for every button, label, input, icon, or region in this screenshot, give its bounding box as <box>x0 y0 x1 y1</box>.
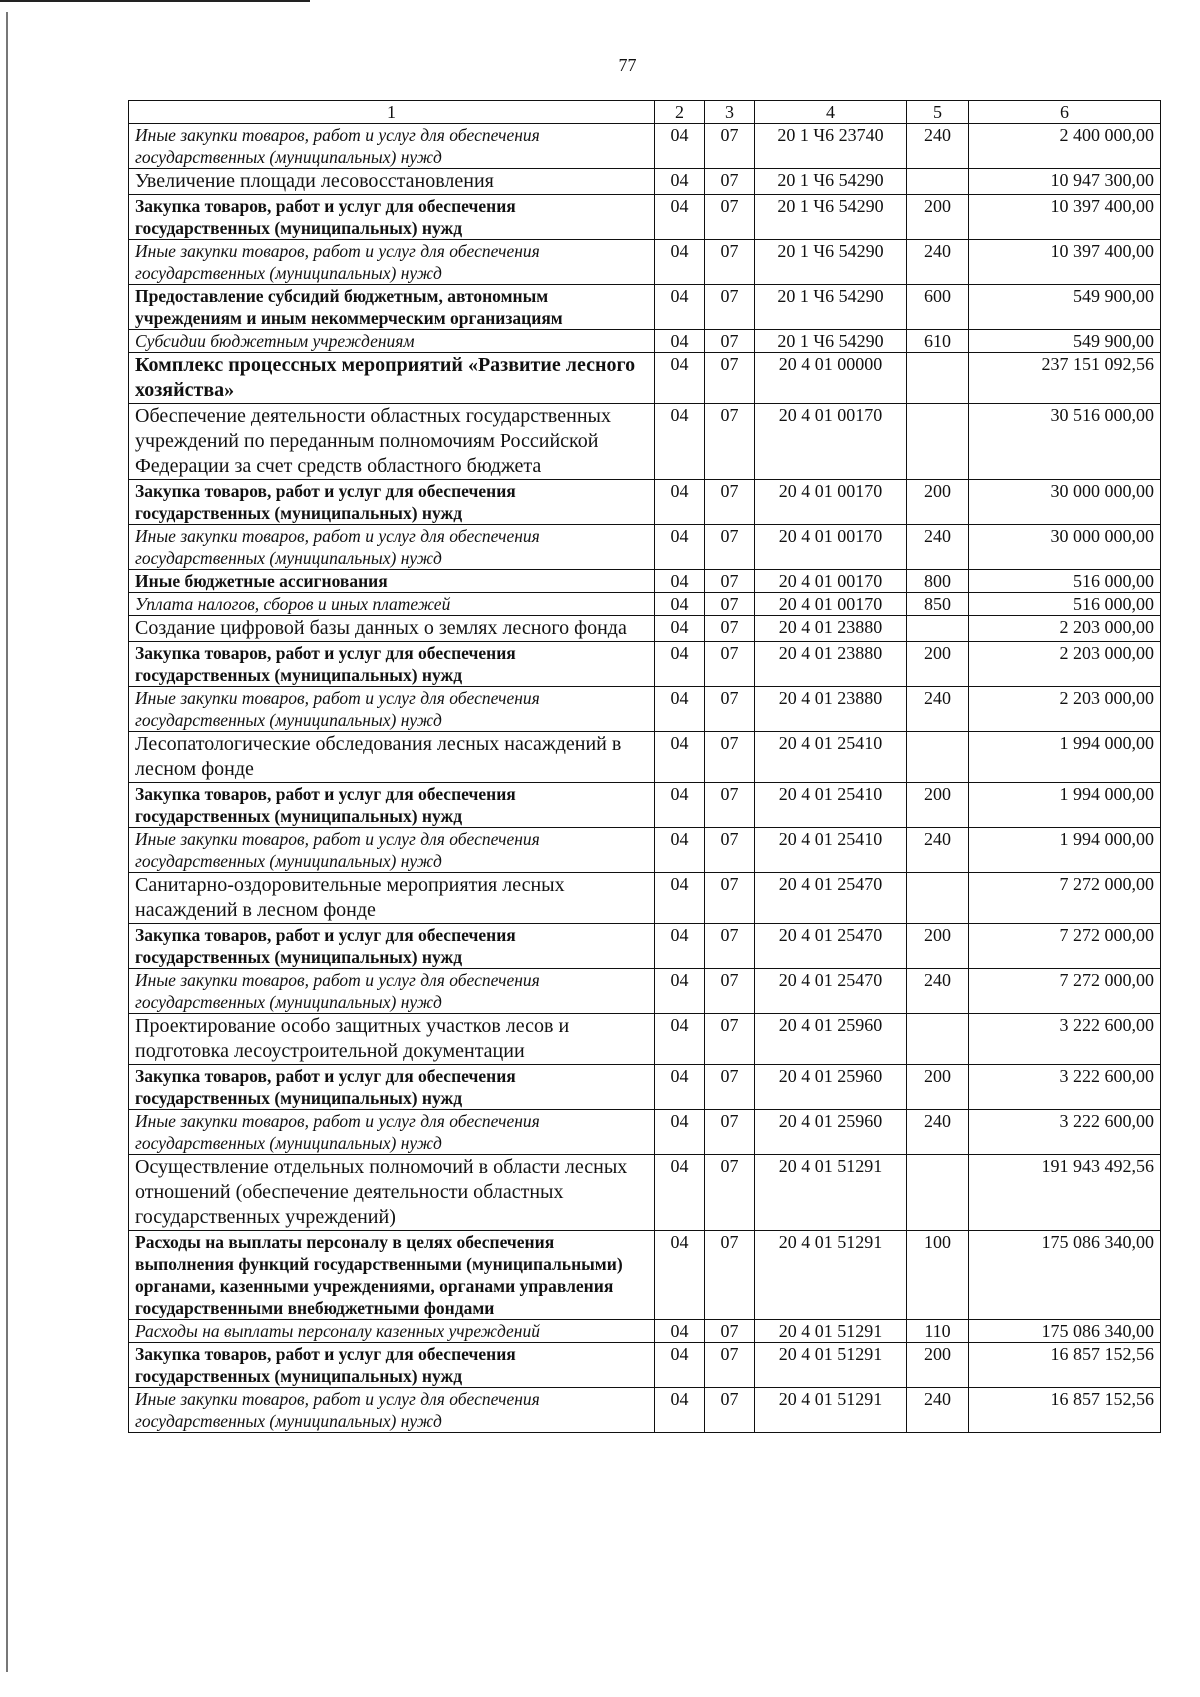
row-amount: 16 857 152,56 <box>969 1388 1161 1433</box>
row-expense-type-code <box>907 1014 969 1065</box>
row-expense-type-code <box>907 404 969 480</box>
row-name: Увеличение площади лесовосстановления <box>129 169 655 195</box>
row-expense-type-code: 200 <box>907 480 969 525</box>
row-target-article-code: 20 4 01 00170 <box>755 404 907 480</box>
row-target-article-code: 20 4 01 25470 <box>755 873 907 924</box>
row-subsection-code: 07 <box>705 240 755 285</box>
table-row <box>129 924 1161 969</box>
row-target-article-code: 20 4 01 00170 <box>755 525 907 570</box>
row-section-code: 04 <box>655 330 705 353</box>
row-name: Иные закупки товаров, работ и услуг для обеспечения государственных (муниципальных) нужд <box>129 1110 655 1155</box>
table-row <box>129 124 1161 169</box>
row-subsection-code: 07 <box>705 330 755 353</box>
page-number: 77 <box>618 55 637 75</box>
row-amount: 1 994 000,00 <box>969 828 1161 873</box>
row-name: Расходы на выплаты персоналу в целях обеспечения выполнения функций государственными (муниципальными) органами, казенными учреждениями, органами управления государственными внебюджетными фондами <box>129 1231 655 1320</box>
row-expense-type-code: 240 <box>907 1388 969 1433</box>
row-amount: 10 397 400,00 <box>969 240 1161 285</box>
row-section-code: 04 <box>655 687 705 732</box>
table-row <box>129 687 1161 732</box>
row-name: Предоставление субсидий бюджетным, автономным учреждениям и иным некоммерческим организациям <box>129 285 655 330</box>
row-target-article-code: 20 4 01 25470 <box>755 969 907 1014</box>
row-section-code: 04 <box>655 480 705 525</box>
row-section-code: 04 <box>655 1065 705 1110</box>
row-subsection-code: 07 <box>705 642 755 687</box>
row-expense-type-code: 200 <box>907 1343 969 1388</box>
row-amount: 10 397 400,00 <box>969 195 1161 240</box>
row-section-code: 04 <box>655 616 705 642</box>
header-col-2: 2 <box>655 101 705 124</box>
row-name: Субсидии бюджетным учреждениям <box>129 330 655 353</box>
row-section-code: 04 <box>655 969 705 1014</box>
row-target-article-code: 20 4 01 25470 <box>755 924 907 969</box>
row-expense-type-code: 200 <box>907 924 969 969</box>
row-target-article-code: 20 4 01 00170 <box>755 480 907 525</box>
row-section-code: 04 <box>655 404 705 480</box>
row-name: Иные закупки товаров, работ и услуг для обеспечения государственных (муниципальных) нужд <box>129 687 655 732</box>
table-row <box>129 1343 1161 1388</box>
row-amount: 516 000,00 <box>969 570 1161 593</box>
row-target-article-code: 20 1 Ч6 54290 <box>755 240 907 285</box>
row-expense-type-code <box>907 873 969 924</box>
row-amount: 3 222 600,00 <box>969 1110 1161 1155</box>
table-row <box>129 330 1161 353</box>
row-subsection-code: 07 <box>705 1343 755 1388</box>
row-subsection-code: 07 <box>705 169 755 195</box>
table-header-row <box>129 101 1161 124</box>
row-section-code: 04 <box>655 1343 705 1388</box>
row-name: Закупка товаров, работ и услуг для обеспечения государственных (муниципальных) нужд <box>129 783 655 828</box>
row-section-code: 04 <box>655 240 705 285</box>
row-target-article-code: 20 1 Ч6 54290 <box>755 285 907 330</box>
row-amount: 549 900,00 <box>969 330 1161 353</box>
row-expense-type-code: 240 <box>907 525 969 570</box>
row-target-article-code: 20 4 01 25410 <box>755 828 907 873</box>
row-name: Иные закупки товаров, работ и услуг для обеспечения государственных (муниципальных) нужд <box>129 828 655 873</box>
row-expense-type-code: 240 <box>907 687 969 732</box>
table-row <box>129 783 1161 828</box>
row-name: Закупка товаров, работ и услуг для обеспечения государственных (муниципальных) нужд <box>129 195 655 240</box>
table-row <box>129 1320 1161 1343</box>
table-row <box>129 969 1161 1014</box>
row-name: Лесопатологические обследования лесных насаждений в лесном фонде <box>129 732 655 783</box>
row-section-code: 04 <box>655 285 705 330</box>
table-row <box>129 404 1161 480</box>
row-target-article-code: 20 4 01 51291 <box>755 1388 907 1433</box>
row-amount: 10 947 300,00 <box>969 169 1161 195</box>
table-row <box>129 240 1161 285</box>
row-name: Закупка товаров, работ и услуг для обеспечения государственных (муниципальных) нужд <box>129 480 655 525</box>
row-amount: 549 900,00 <box>969 285 1161 330</box>
row-target-article-code: 20 4 01 25410 <box>755 732 907 783</box>
row-name: Обеспечение деятельности областных государственных учреждений по переданным полномочиям Российской Федерации за счет средств областного бюджета <box>129 404 655 480</box>
row-expense-type-code: 850 <box>907 593 969 616</box>
row-section-code: 04 <box>655 353 705 404</box>
row-name: Закупка товаров, работ и услуг для обеспечения государственных (муниципальных) нужд <box>129 924 655 969</box>
row-section-code: 04 <box>655 873 705 924</box>
row-name: Закупка товаров, работ и услуг для обеспечения государственных (муниципальных) нужд <box>129 1343 655 1388</box>
row-section-code: 04 <box>655 783 705 828</box>
table-row <box>129 873 1161 924</box>
row-subsection-code: 07 <box>705 570 755 593</box>
table-row <box>129 353 1161 404</box>
row-amount: 175 086 340,00 <box>969 1320 1161 1343</box>
row-expense-type-code: 800 <box>907 570 969 593</box>
row-expense-type-code <box>907 1155 969 1231</box>
row-section-code: 04 <box>655 525 705 570</box>
row-amount: 191 943 492,56 <box>969 1155 1161 1231</box>
row-name: Иные закупки товаров, работ и услуг для обеспечения государственных (муниципальных) нужд <box>129 124 655 169</box>
top-edge-line <box>0 0 310 2</box>
row-target-article-code: 20 4 01 23880 <box>755 687 907 732</box>
row-target-article-code: 20 4 01 51291 <box>755 1155 907 1231</box>
row-amount: 16 857 152,56 <box>969 1343 1161 1388</box>
row-expense-type-code: 240 <box>907 969 969 1014</box>
row-section-code: 04 <box>655 1320 705 1343</box>
table-row <box>129 593 1161 616</box>
row-target-article-code: 20 4 01 51291 <box>755 1231 907 1320</box>
row-subsection-code: 07 <box>705 1110 755 1155</box>
table-row <box>129 1388 1161 1433</box>
row-expense-type-code: 610 <box>907 330 969 353</box>
row-subsection-code: 07 <box>705 1155 755 1231</box>
row-name: Уплата налогов, сборов и иных платежей <box>129 593 655 616</box>
row-expense-type-code: 240 <box>907 1110 969 1155</box>
row-subsection-code: 07 <box>705 285 755 330</box>
row-subsection-code: 07 <box>705 404 755 480</box>
row-amount: 2 203 000,00 <box>969 642 1161 687</box>
row-subsection-code: 07 <box>705 1065 755 1110</box>
row-subsection-code: 07 <box>705 1388 755 1433</box>
row-amount: 2 203 000,00 <box>969 616 1161 642</box>
row-name: Создание цифровой базы данных о землях лесного фонда <box>129 616 655 642</box>
row-name: Иные закупки товаров, работ и услуг для обеспечения государственных (муниципальных) нужд <box>129 1388 655 1433</box>
table-row <box>129 1065 1161 1110</box>
row-section-code: 04 <box>655 924 705 969</box>
row-section-code: 04 <box>655 124 705 169</box>
row-amount: 175 086 340,00 <box>969 1231 1161 1320</box>
row-subsection-code: 07 <box>705 593 755 616</box>
header-col-3: 3 <box>705 101 755 124</box>
row-name: Закупка товаров, работ и услуг для обеспечения государственных (муниципальных) нужд <box>129 642 655 687</box>
row-expense-type-code: 200 <box>907 195 969 240</box>
header-col-4: 4 <box>755 101 907 124</box>
table-row <box>129 480 1161 525</box>
row-expense-type-code <box>907 732 969 783</box>
table-row <box>129 1110 1161 1155</box>
row-subsection-code: 07 <box>705 1320 755 1343</box>
table-row <box>129 525 1161 570</box>
row-amount: 1 994 000,00 <box>969 783 1161 828</box>
row-expense-type-code <box>907 616 969 642</box>
row-expense-type-code: 240 <box>907 240 969 285</box>
row-section-code: 04 <box>655 1231 705 1320</box>
row-target-article-code: 20 1 Ч6 54290 <box>755 169 907 195</box>
row-amount: 30 516 000,00 <box>969 404 1161 480</box>
row-name: Осуществление отдельных полномочий в области лесных отношений (обеспечение деятельности областных государственных учреждений) <box>129 1155 655 1231</box>
row-expense-type-code <box>907 353 969 404</box>
scan-left-edge <box>6 12 8 1672</box>
table-row <box>129 1231 1161 1320</box>
row-amount: 7 272 000,00 <box>969 873 1161 924</box>
row-amount: 7 272 000,00 <box>969 969 1161 1014</box>
row-amount: 2 203 000,00 <box>969 687 1161 732</box>
row-subsection-code: 07 <box>705 969 755 1014</box>
row-target-article-code: 20 4 01 25960 <box>755 1014 907 1065</box>
row-target-article-code: 20 4 01 25960 <box>755 1065 907 1110</box>
row-section-code: 04 <box>655 642 705 687</box>
row-target-article-code: 20 4 01 23880 <box>755 616 907 642</box>
row-amount: 516 000,00 <box>969 593 1161 616</box>
row-subsection-code: 07 <box>705 687 755 732</box>
header-col-5: 5 <box>907 101 969 124</box>
row-section-code: 04 <box>655 195 705 240</box>
row-name: Иные бюджетные ассигнования <box>129 570 655 593</box>
row-section-code: 04 <box>655 593 705 616</box>
header-col-6: 6 <box>969 101 1161 124</box>
row-target-article-code: 20 1 Ч6 54290 <box>755 195 907 240</box>
row-section-code: 04 <box>655 732 705 783</box>
row-name: Расходы на выплаты персоналу казенных учреждений <box>129 1320 655 1343</box>
table-body <box>129 124 1161 1433</box>
row-subsection-code: 07 <box>705 525 755 570</box>
row-amount: 3 222 600,00 <box>969 1065 1161 1110</box>
table-row <box>129 285 1161 330</box>
row-section-code: 04 <box>655 1014 705 1065</box>
table-row <box>129 1014 1161 1065</box>
row-amount: 7 272 000,00 <box>969 924 1161 969</box>
table-row <box>129 1155 1161 1231</box>
table-row <box>129 732 1161 783</box>
row-amount: 30 000 000,00 <box>969 480 1161 525</box>
row-amount: 30 000 000,00 <box>969 525 1161 570</box>
row-section-code: 04 <box>655 570 705 593</box>
row-section-code: 04 <box>655 1155 705 1231</box>
row-expense-type-code: 200 <box>907 783 969 828</box>
header-col-1: 1 <box>129 101 655 124</box>
row-section-code: 04 <box>655 828 705 873</box>
row-name: Комплекс процессных мероприятий «Развитие лесного хозяйства» <box>129 353 655 404</box>
budget-table <box>128 100 1161 1433</box>
row-expense-type-code: 200 <box>907 642 969 687</box>
row-expense-type-code: 240 <box>907 828 969 873</box>
row-name: Проектирование особо защитных участков лесов и подготовка лесоустроительной документации <box>129 1014 655 1065</box>
row-expense-type-code <box>907 169 969 195</box>
row-subsection-code: 07 <box>705 924 755 969</box>
row-subsection-code: 07 <box>705 353 755 404</box>
table-row <box>129 195 1161 240</box>
row-target-article-code: 20 4 01 00000 <box>755 353 907 404</box>
table-row <box>129 642 1161 687</box>
row-subsection-code: 07 <box>705 616 755 642</box>
row-subsection-code: 07 <box>705 124 755 169</box>
row-target-article-code: 20 1 Ч6 54290 <box>755 330 907 353</box>
row-section-code: 04 <box>655 1388 705 1433</box>
row-amount: 2 400 000,00 <box>969 124 1161 169</box>
row-target-article-code: 20 4 01 25960 <box>755 1110 907 1155</box>
row-target-article-code: 20 4 01 25410 <box>755 783 907 828</box>
row-target-article-code: 20 4 01 00170 <box>755 570 907 593</box>
row-subsection-code: 07 <box>705 1231 755 1320</box>
row-name: Иные закупки товаров, работ и услуг для обеспечения государственных (муниципальных) нужд <box>129 525 655 570</box>
row-target-article-code: 20 1 Ч6 23740 <box>755 124 907 169</box>
row-expense-type-code: 110 <box>907 1320 969 1343</box>
row-expense-type-code: 240 <box>907 124 969 169</box>
row-section-code: 04 <box>655 169 705 195</box>
row-amount: 1 994 000,00 <box>969 732 1161 783</box>
table-row <box>129 570 1161 593</box>
row-subsection-code: 07 <box>705 828 755 873</box>
row-subsection-code: 07 <box>705 873 755 924</box>
row-subsection-code: 07 <box>705 1014 755 1065</box>
row-target-article-code: 20 4 01 00170 <box>755 593 907 616</box>
row-name: Санитарно-оздоровительные мероприятия лесных насаждений в лесном фонде <box>129 873 655 924</box>
table-row <box>129 616 1161 642</box>
table-row <box>129 828 1161 873</box>
row-target-article-code: 20 4 01 23880 <box>755 642 907 687</box>
row-subsection-code: 07 <box>705 195 755 240</box>
row-subsection-code: 07 <box>705 783 755 828</box>
row-amount: 3 222 600,00 <box>969 1014 1161 1065</box>
row-target-article-code: 20 4 01 51291 <box>755 1343 907 1388</box>
row-name: Иные закупки товаров, работ и услуг для обеспечения государственных (муниципальных) нужд <box>129 969 655 1014</box>
row-expense-type-code: 100 <box>907 1231 969 1320</box>
table-row <box>129 169 1161 195</box>
row-subsection-code: 07 <box>705 732 755 783</box>
row-name: Закупка товаров, работ и услуг для обеспечения государственных (муниципальных) нужд <box>129 1065 655 1110</box>
row-expense-type-code: 600 <box>907 285 969 330</box>
row-expense-type-code: 200 <box>907 1065 969 1110</box>
row-target-article-code: 20 4 01 51291 <box>755 1320 907 1343</box>
row-name: Иные закупки товаров, работ и услуг для обеспечения государственных (муниципальных) нужд <box>129 240 655 285</box>
row-subsection-code: 07 <box>705 480 755 525</box>
row-amount: 237 151 092,56 <box>969 353 1161 404</box>
row-section-code: 04 <box>655 1110 705 1155</box>
